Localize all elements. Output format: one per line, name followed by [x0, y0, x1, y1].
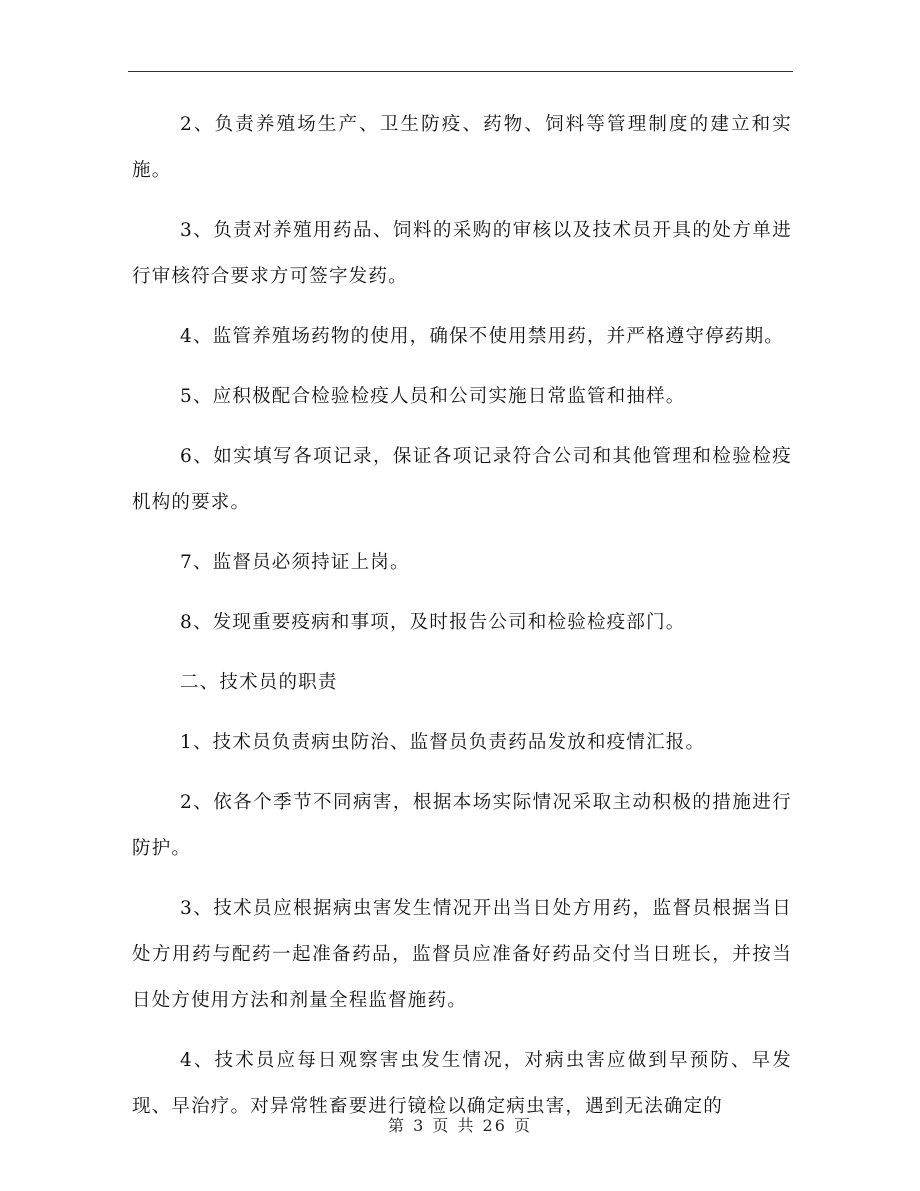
document-body — [132, 102, 792, 1144]
paragraph: 4、监管养殖场药物的使用，确保不使用禁用药，并严格遵守停药期。 — [180, 326, 784, 347]
paragraph: 8、发现重要疫病和事项，及时报告公司和检验检疫部门。 — [180, 612, 686, 633]
paragraph: 5、应积极配合检验检疫人员和公司实施日常监管和抽样。 — [180, 386, 686, 407]
paragraph: 3、技术员应根据病虫害发生情况开出当日处方用药，监督员根据当日处方用药与配药一起准备药品，监督员应准备好药品交付当日班长，并按当日处方使用方法和剂量全程监督施药。 — [132, 898, 792, 1011]
page-number: 第 3 页 共 26 页 — [388, 1116, 532, 1135]
paragraph: 6、如实填写各项记录，保证各项记录符合公司和其他管理和检验检疫机构的要求。 — [132, 446, 792, 513]
paragraph: 2、依各个季节不同病害，根据本场实际情况采取主动积极的措施进行防护。 — [132, 792, 792, 859]
paragraph: 1、技术员负责病虫防治、监督员负责药品发放和疫情汇报。 — [180, 732, 706, 753]
paragraph: 2、负责养殖场生产、卫生防疫、药物、饲料等管理制度的建立和实施。 — [132, 114, 792, 181]
header-rule — [128, 71, 793, 72]
section-heading: 二、技术员的职责 — [180, 672, 338, 693]
paragraph: 3、负责对养殖用药品、饲料的采购的审核以及技术员开具的处方单进行审核符合要求方可签字发药。 — [132, 220, 792, 287]
paragraph: 4、技术员应每日观察害虫发生情况，对病虫害应做到早预防、早发现、早治疗。对异常牲畜要进行镜检以确定病虫害，遇到无法确定的 — [132, 1050, 792, 1117]
paragraph: 7、监督员必须持证上岗。 — [180, 552, 410, 573]
